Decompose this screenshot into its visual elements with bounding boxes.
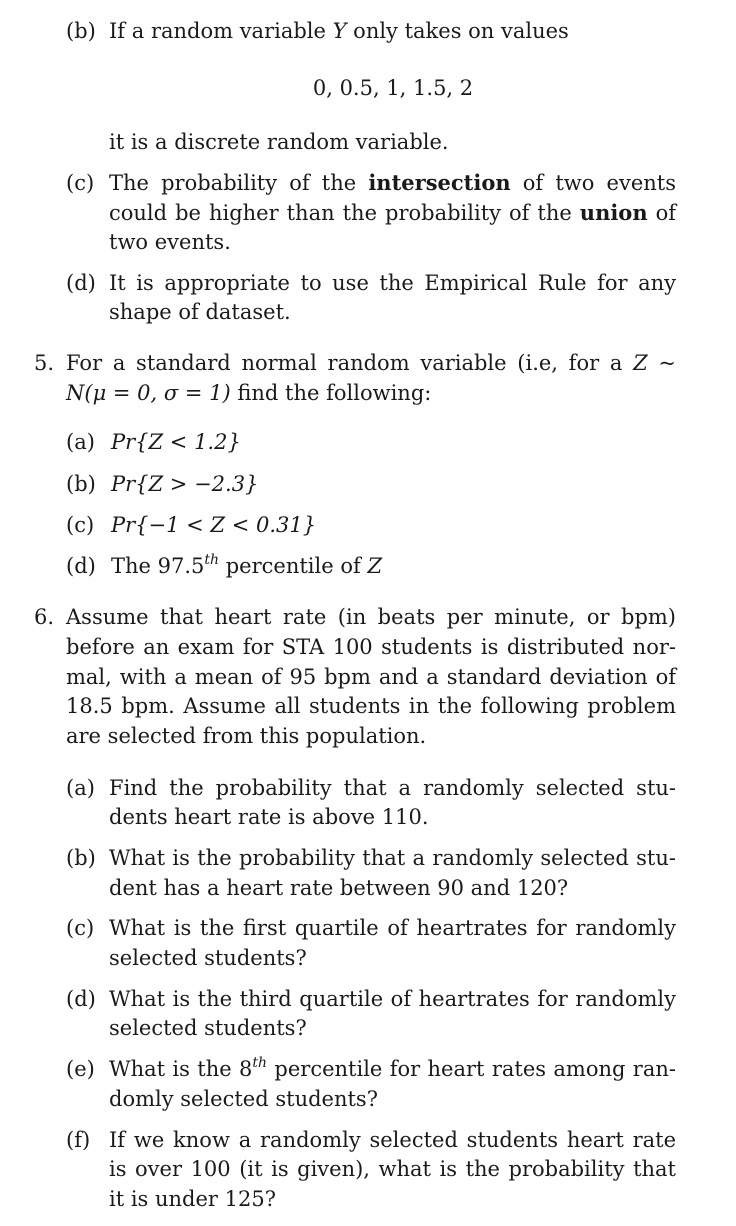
q6d-line2: selected students?: [109, 1016, 307, 1040]
q6f-line3: it is under 125?: [109, 1187, 276, 1211]
q4d-line2: shape of dataset.: [109, 300, 291, 324]
q5-line2: N(μ = 0, σ = 1) find the following:: [66, 381, 432, 405]
q6b-line1: What is the probability that a randomly selected stu-: [109, 846, 676, 870]
question-number: 5.: [34, 351, 55, 375]
item-label: (b): [66, 846, 96, 870]
item-label: (d): [66, 554, 96, 578]
q4b-line1: If a random variable Y only takes on values: [109, 19, 569, 43]
q6-line3: mal, with a mean of 95 bpm and a standard deviation of: [66, 665, 676, 689]
q6e-line1: What is the 8th percentile for heart rates among ran-: [109, 1055, 676, 1081]
q6d-line1: What is the third quartile of heartrates for randomly: [109, 987, 676, 1011]
q4c-line2: could be higher than the probability of the union of: [109, 200, 677, 225]
q5-line1: For a standard normal random variable (i.e, for a Z ~: [66, 351, 676, 375]
item-label: (e): [66, 1057, 95, 1081]
q5a-expression: Pr{Z < 1.2}: [111, 430, 241, 454]
q5c-expression: Pr{−1 < Z < 0.31}: [111, 513, 317, 537]
q5d-text: The 97.5th percentile of Z: [111, 552, 383, 578]
q6-line2: before an exam for STA 100 students is distributed nor-: [66, 635, 676, 659]
item-label: (a): [66, 776, 95, 800]
item-label: (b): [66, 472, 96, 496]
q6c-line1: What is the first quartile of heartrates for randomly: [109, 916, 676, 940]
item-label: (a): [66, 430, 95, 454]
q6c-line2: selected students?: [109, 946, 307, 970]
q6b-line2: dent has a heart rate between 90 and 120?: [109, 876, 569, 900]
item-label: (c): [66, 513, 95, 537]
item-label: (c): [66, 916, 95, 940]
item-label: (d): [66, 271, 96, 295]
q6-line4: 18.5 bpm. Assume all students in the following problem: [66, 694, 676, 718]
q4c-line1: The probability of the intersection of two events: [109, 170, 676, 195]
q5b-expression: Pr{Z > −2.3}: [111, 472, 259, 496]
question-number: 6.: [34, 605, 55, 629]
q4b-values-display: 0, 0.5, 1, 1.5, 2: [312, 76, 474, 100]
q6f-line2: is over 100 (it is given), what is the probability that: [109, 1157, 676, 1181]
item-label: (b): [66, 19, 96, 43]
q6a-line1: Find the probability that a randomly selected stu-: [109, 776, 676, 800]
q6-line5: are selected from this population.: [66, 724, 427, 748]
q6f-line1: If we know a randomly selected students heart rate: [109, 1128, 676, 1152]
q6a-line2: dents heart rate is above 110.: [109, 805, 429, 829]
q6e-line2: domly selected students?: [109, 1087, 378, 1111]
q6-line1: Assume that heart rate (in beats per minute, or bpm): [66, 605, 676, 629]
q4c-line3: two events.: [109, 230, 231, 254]
q4b-line2: it is a discrete random variable.: [109, 130, 449, 154]
item-label: (f): [66, 1128, 91, 1152]
q4d-line1: It is appropriate to use the Empirical Rule for any: [109, 271, 676, 295]
item-label: (c): [66, 171, 95, 195]
item-label: (d): [66, 987, 96, 1011]
